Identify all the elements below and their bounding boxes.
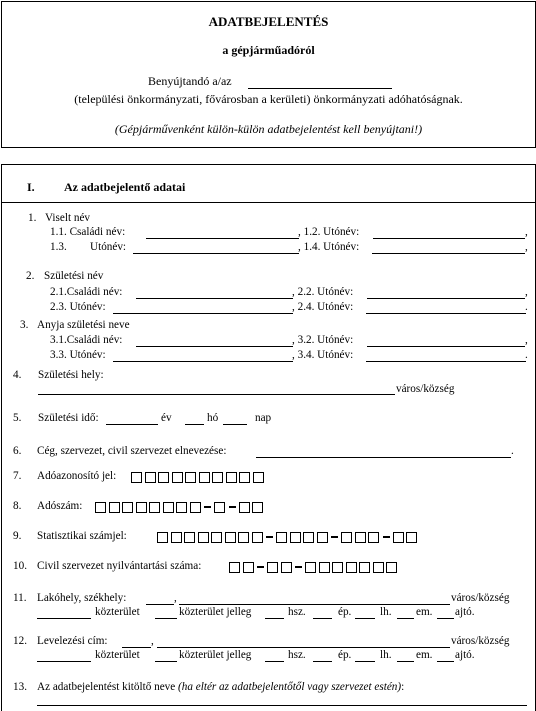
- field-1-4-label: , 1.4. Utónév:: [298, 241, 360, 253]
- field-1-1-label: 1.1. Családi név:: [50, 226, 126, 238]
- field-2-3-label: 2.3. Utónév:: [50, 301, 106, 313]
- birth-year-label: év: [161, 412, 172, 424]
- field-2-2-label: , 2.2. Utónév:: [292, 286, 354, 298]
- field-9-label: Statisztikai számjel:: [37, 530, 127, 542]
- field-11-ep: ép.: [338, 606, 352, 618]
- field-1-2-label: , 1.2. Utónév:: [298, 226, 360, 238]
- field-2-2-end: ,: [525, 286, 528, 298]
- field-2-4-input[interactable]: [366, 313, 526, 314]
- field-8-label: Adószám:: [37, 500, 83, 512]
- field-11-em: em.: [416, 606, 433, 618]
- field-12-label: Levelezési cím:: [37, 635, 108, 647]
- mailing-street-input[interactable]: [37, 661, 91, 662]
- authority-name-field[interactable]: [248, 88, 392, 89]
- field-11-hsz: hsz.: [288, 606, 306, 618]
- field-2-4-end: .: [525, 301, 528, 313]
- field-13-note: (ha eltér az adatbejelentőtől vagy szervezet estén): [178, 681, 402, 693]
- residence-street-type-input[interactable]: [155, 618, 177, 619]
- field-3-4-end: .: [525, 349, 528, 361]
- field-2-2-input[interactable]: [367, 298, 525, 299]
- field-11-lh: lh.: [380, 606, 392, 618]
- field-6-end: .: [511, 445, 514, 457]
- tax-id-boxes[interactable]: [131, 470, 266, 486]
- residence-street-input[interactable]: [37, 618, 91, 619]
- field-9-number: 9.: [13, 530, 22, 542]
- field-1-number: 1.: [28, 212, 37, 224]
- field-1-3-number: 1.3.: [50, 241, 67, 253]
- field-1-label: Viselt név: [45, 212, 91, 224]
- mailing-building-input[interactable]: [313, 661, 332, 662]
- field-6-label: Cég, szervezet, civil szervezet elnevezése:: [37, 445, 227, 457]
- birth-month-input[interactable]: [185, 424, 204, 425]
- field-3-number: 3.: [20, 319, 29, 331]
- field-3-label: Anyja születési neve: [37, 319, 130, 331]
- field-2-4-label: , 2.4. Utónév:: [292, 301, 354, 313]
- field-4-label: Születési hely:: [38, 369, 104, 381]
- field-11-number: 11.: [13, 592, 27, 604]
- mailing-city-input[interactable]: [157, 647, 450, 648]
- field-12-suffix: város/község: [451, 635, 510, 647]
- field-8-number: 8.: [13, 500, 22, 512]
- mailing-zip-input[interactable]: [122, 647, 151, 648]
- field-12-number: 12.: [13, 635, 27, 647]
- field-3-1-label: 3.1.Családi név:: [50, 334, 123, 346]
- birth-year-input[interactable]: [106, 424, 158, 425]
- field-13-label-text: Az adatbejelentést kitöltő neve: [37, 681, 176, 693]
- field-12-hsz: hsz.: [288, 649, 306, 661]
- header-box: [1, 1, 536, 148]
- field-10-label: Civil szervezet nyilvántartási száma:: [37, 560, 202, 572]
- mailing-street-type-input[interactable]: [155, 661, 177, 662]
- birth-month-label: hó: [207, 412, 219, 424]
- field-1-1-input[interactable]: [146, 238, 299, 239]
- field-4-suffix: város/község: [396, 383, 455, 395]
- section-number: I.: [27, 180, 35, 194]
- field-13-end: :: [401, 681, 405, 693]
- field-1-4-input[interactable]: [372, 253, 525, 254]
- field-2-1-input[interactable]: [136, 298, 293, 299]
- field-2-3-input[interactable]: [113, 313, 293, 314]
- mailing-door-input[interactable]: [437, 661, 454, 662]
- residence-floor-input[interactable]: [397, 618, 414, 619]
- field-3-2-end: ,: [525, 334, 528, 346]
- field-3-1-input[interactable]: [136, 346, 293, 347]
- field-4-number: 4.: [13, 369, 22, 381]
- field-11-suffix: város/község: [451, 592, 510, 604]
- field-3-4-input[interactable]: [366, 361, 526, 362]
- mailing-house-number-input[interactable]: [265, 661, 284, 662]
- residence-zip-input[interactable]: [146, 604, 174, 605]
- submit-to-label: Benyújtandó a/az: [148, 74, 232, 88]
- organization-name-input[interactable]: [256, 457, 511, 458]
- form-title: ADATBEJELENTÉS: [208, 14, 329, 29]
- field-6-number: 6.: [13, 445, 22, 457]
- residence-city-input[interactable]: [179, 604, 450, 605]
- field-11-label: Lakóhely, székhely:: [37, 592, 127, 604]
- mailing-stairway-input[interactable]: [355, 661, 375, 662]
- statistical-code-boxes[interactable]: [157, 530, 420, 546]
- tax-number-boxes[interactable]: [95, 500, 266, 516]
- residence-house-number-input[interactable]: [265, 618, 284, 619]
- residence-building-input[interactable]: [313, 618, 332, 619]
- field-3-2-label: , 3.2. Utónév:: [292, 334, 354, 346]
- field-10-number: 10.: [13, 560, 27, 572]
- form-subtitle: a gépjárműadóról: [222, 43, 315, 57]
- field-11-kozterulet: közterület: [95, 606, 140, 618]
- comma: ,: [151, 635, 154, 647]
- residence-door-input[interactable]: [437, 618, 454, 619]
- field-1-3-label: Utónév:: [90, 241, 127, 253]
- field-12-lh: lh.: [380, 649, 392, 661]
- field-7-number: 7.: [13, 470, 22, 482]
- field-1-2-input[interactable]: [373, 238, 525, 239]
- section-divider: [1, 202, 536, 203]
- birth-day-input[interactable]: [223, 424, 247, 425]
- field-3-3-input[interactable]: [113, 361, 293, 362]
- mailing-floor-input[interactable]: [397, 661, 414, 662]
- field-11-jelleg: közterület jelleg: [179, 606, 252, 618]
- section-title: Az adatbejelentő adatai: [64, 180, 186, 194]
- field-13-label: [37, 682, 404, 693]
- field-1-4-end: ,: [525, 241, 528, 253]
- birthplace-input[interactable]: [38, 394, 395, 395]
- field-13-number: 13.: [13, 681, 27, 693]
- field-2-number: 2.: [26, 270, 35, 282]
- residence-stairway-input[interactable]: [355, 618, 375, 619]
- civil-registry-boxes[interactable]: [229, 560, 400, 576]
- field-11-ajto: ajtó.: [455, 606, 475, 618]
- authority-description: (települési önkormányzati, fővárosban a kerületi) önkormányzati adóhatóságnak.: [74, 92, 463, 106]
- field-3-3-label: 3.3. Utónév:: [50, 349, 106, 361]
- field-12-kozterulet: közterület: [95, 649, 140, 661]
- field-3-2-input[interactable]: [367, 346, 525, 347]
- field-7-label: Adóazonosító jel:: [37, 470, 117, 482]
- field-12-ajto: ajtó.: [455, 649, 475, 661]
- comma: ,: [174, 592, 177, 604]
- header-note: (Gépjárművenként külön-külön adatbejelentést kell benyújtani!): [114, 122, 423, 136]
- field-12-em: em.: [416, 649, 433, 661]
- field-3-4-label: , 3.4. Utónév:: [292, 349, 354, 361]
- field-5-label: Születési idő:: [38, 412, 99, 424]
- field-2-label: Születési név: [44, 270, 104, 282]
- field-1-3-input[interactable]: [133, 253, 299, 254]
- field-5-number: 5.: [13, 412, 22, 424]
- birth-day-label: nap: [255, 412, 272, 424]
- field-12-jelleg: közterület jelleg: [179, 649, 252, 661]
- field-12-ep: ép.: [338, 649, 352, 661]
- field-1-2-end: ,: [525, 226, 528, 238]
- filler-name-input[interactable]: [37, 705, 527, 706]
- field-2-1-label: 2.1.Családi név:: [50, 286, 123, 298]
- section-box: [1, 164, 536, 711]
